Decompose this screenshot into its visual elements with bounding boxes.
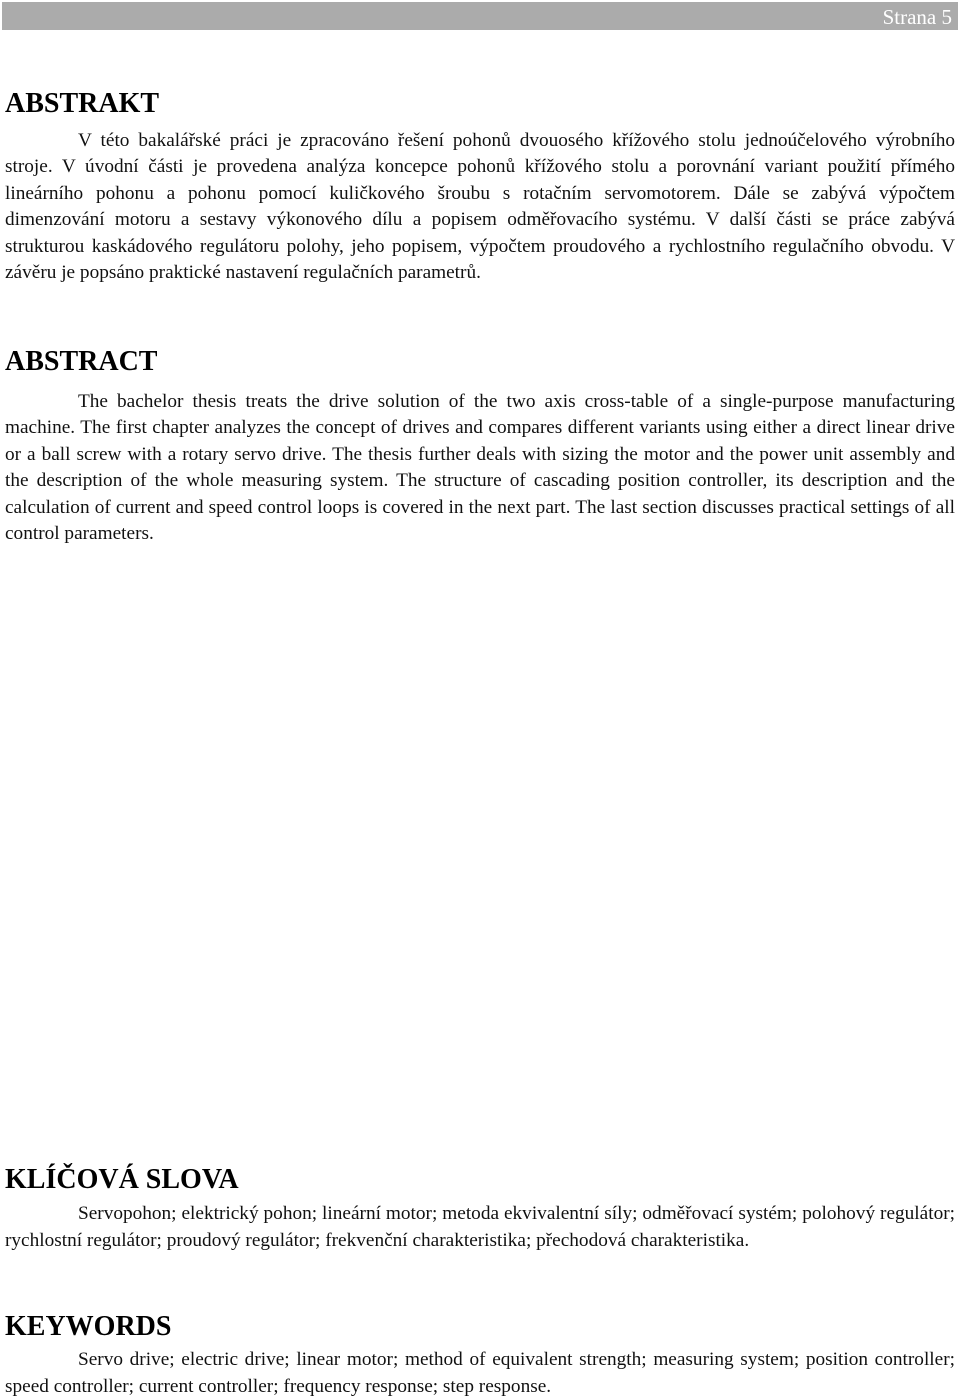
page-number: Strana 5	[882, 5, 952, 29]
abstract-paragraph: The bachelor thesis treats the drive solution of the two axis cross-table of a single-purpose manufacturing machine. The first chapter analyzes the concept of drives and compares different variants using either a direct linear drive or a ball screw with a rotary servo drive. The thesis further deals with sizing the motor and the power unit assembly and the description of the whole measuring system. The structure of cascading position controller, its description and the calculation of current and speed control loops is covered in the next part. The last section discusses practical settings of all control parameters.	[5, 391, 955, 545]
abstract-heading: ABSTRACT	[5, 346, 158, 377]
abstrakt-heading: ABSTRAKT	[5, 88, 160, 119]
keywords-paragraph: Servo drive; electric drive; linear motor; method of equivalent strength; measuring system; position controller; speed controller; current controller; frequency response; step response.	[5, 1349, 955, 1397]
page-header-bar	[2, 2, 958, 30]
klicova-slova-section	[5, 1164, 955, 1254]
abstract-section	[5, 346, 955, 547]
keywords-heading: KEYWORDS	[5, 1311, 172, 1342]
keywords-section	[5, 1311, 955, 1400]
abstrakt-section	[5, 88, 955, 286]
abstrakt-paragraph: V této bakalářské práci je zpracováno řešení pohonů dvouosého křížového stolu jednoúčelového výrobního stroje. V úvodní části je provedena analýza koncepce pohonů křížového stolu a porovnání variant použití přímého lineárního pohonu a pohonu pomocí kuličkového šroubu s rotačním servomotorem. Dále se zabývá výpočtem dimenzování motoru a sestavy výkonového dílu a popisem odměřovacího systému. V další části se práce zabývá strukturou kaskádového regulátoru polohy, jeho popisem, výpočtem proudového a rychlostního regulačního obvodu. V závěru je popsáno praktické nastavení regulačních parametrů.	[5, 130, 955, 284]
klicova-slova-heading: KLÍČOVÁ SLOVA	[5, 1164, 239, 1195]
klicova-slova-paragraph: Servopohon; elektrický pohon; lineární motor; metoda ekvivalentní síly; odměřovací systém; polohový regulátor; rychlostní regulátor; proudový regulátor; frekvenční charakteristika; přechodová charakteristika.	[5, 1203, 955, 1251]
